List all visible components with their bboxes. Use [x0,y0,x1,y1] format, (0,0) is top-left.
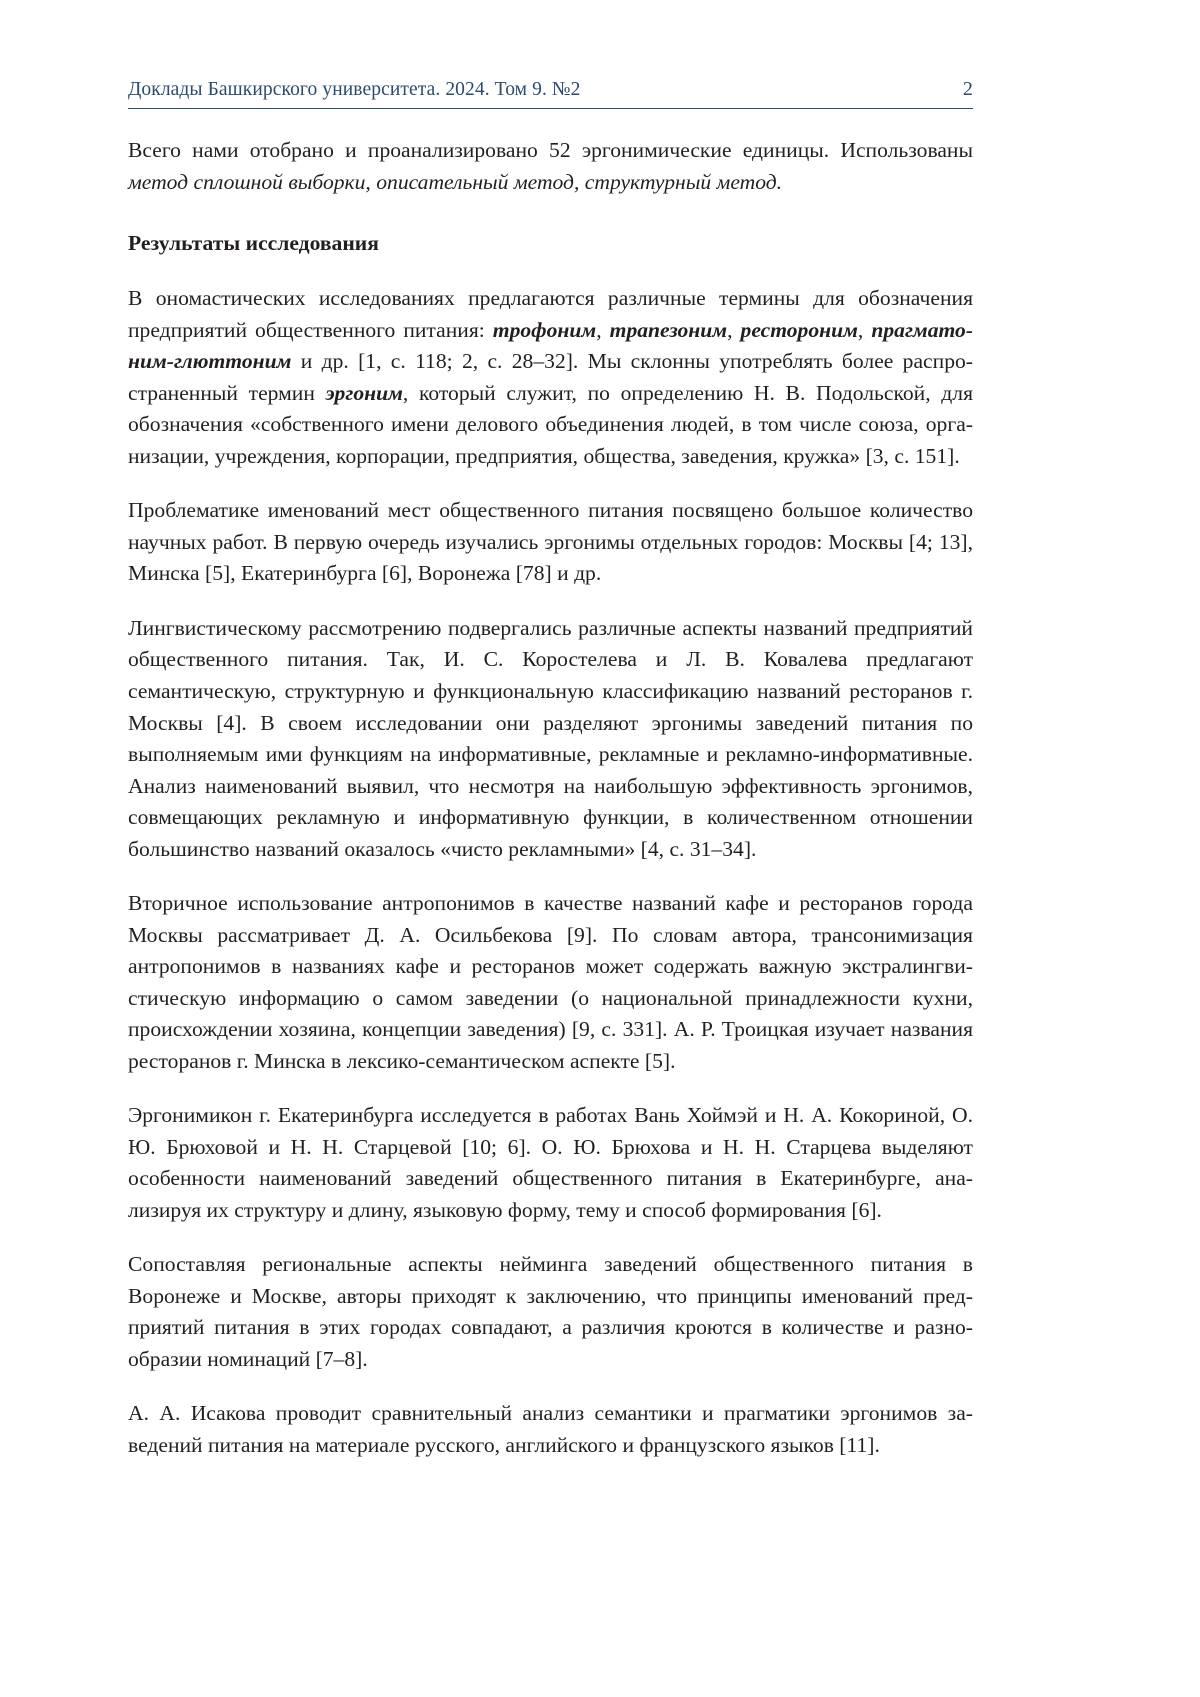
run-text: , который служит, по определению Н. В. Подольской, для обозначения «собственного имени делового объединения людей, в том числе союза, организации, учреждения, корпорации, предприятия, общества, заведения, кружка» [3, с. 151]. [128,380,973,468]
run-text: и др. [1, с. 118; 2, с. 28–32]. Мы склонны употреблять более распространенный термин [128,349,973,405]
paragraph-intro [128,135,973,198]
page-number: 2 [962,78,973,100]
run-term-trofonim: трофоним [492,317,597,342]
paragraph-7: А. А. Исакова проводит сравнительный анализ семантики и прагматики эргонимов заведений питания на материале русского, английского и французского языков [11]. [128,1401,973,1457]
intro-plain-run: Всего нами отобрано и проанализировано 52 эргонимические единицы. Использованы [128,138,973,162]
run-text: , [857,317,872,342]
run-term-ergonim: эргоним [325,380,403,405]
run-term-trapezonim: трапезоним [609,317,728,342]
run-text: В ономастических исследованиях предлагаются различные термины для обозначения предприятий общественного питания: [128,286,973,342]
paragraph-3: Лингвистическому рассмотрению подвергались различные аспекты названий предприятий общественного питания. Так, И. С. Коростелева и Л. В. Ковалева предлагают семантическую, структурную и функциональную классификацию названий ресторанов г. Москвы [4]. В своем исследовании они разделяют эргонимы заведений питания по выполняемым ими функциям на информативные, рекламные и рекламно-информативные. Анализ наименований выявил, что несмотря на наибольшую эффективность эргонимов, совмещающих рекламную и информативную функции, в количественном отношении большинство названий оказалось «чисто рекламными» [4, с. 31–34]. [128,615,973,861]
running-head [128,78,973,109]
journal-title: Доклады Башкирского университета. 2024. Том 9. №2 [128,79,581,100]
section-heading: Результаты исследования [128,231,379,256]
paragraph-6: Сопоставляя региональные аспекты нейминга заведений общественного питания в Воронеже и Москве, авторы приходят к заключению, что принципы именований предприятий питания в этих городах совпадают, а различия кроются в количестве и разнообразии номинаций [7–8]. [128,1252,973,1371]
run-term-pragmatonim: прагматоним-глюттоним [128,317,974,374]
run-term-restoronim: рестороним [740,317,858,342]
intro-italic-run: метод сплошной выборки, описательный метод, структурный метод. [128,169,783,194]
body-text [128,135,973,1461]
paragraph-5: Эргонимикон г. Екатеринбурга исследуется в работах Вань Хоймэй и Н. А. Кокориной, О. Ю. Брюховой и Н. Н. Старцевой [10; 6]. О. Ю. Брюхова и Н. Н. Старцева выделяют особенности наименований заведений общественного питания в Екатеринбурге, анализируя их структуру и длину, языковую форму, тему и способ формирования [6]. [128,1103,973,1222]
paragraph-1 [128,283,973,472]
paragraph-4: Вторичное использование антропонимов в качестве названий кафе и ресторанов города Москвы рассматривает Д. А. Осильбекова [9]. По словам автора, трансонимизация антропонимов в названиях кафе и ресторанов может содержать важную экстралингвистическую информацию о самом заведении (о национальной принадлежности кухни, происхождении хозяина, концепции заведения) [9, с. 331]. А. Р. Троицкая изучает названия ресторанов г. Минска в лексико-семантическом аспекте [5]. [128,891,973,1073]
run-text: , [727,317,741,342]
page-content [128,78,973,1461]
run-text: , [596,317,610,342]
paragraph-2: Проблематике именований мест общественного питания посвящено большое количество научных работ. В первую очередь изучались эргонимы отдельных городов: Москвы [4; 13], Минска [5], Екатеринбурга [6], Воронежа [78] и др. [128,498,973,586]
